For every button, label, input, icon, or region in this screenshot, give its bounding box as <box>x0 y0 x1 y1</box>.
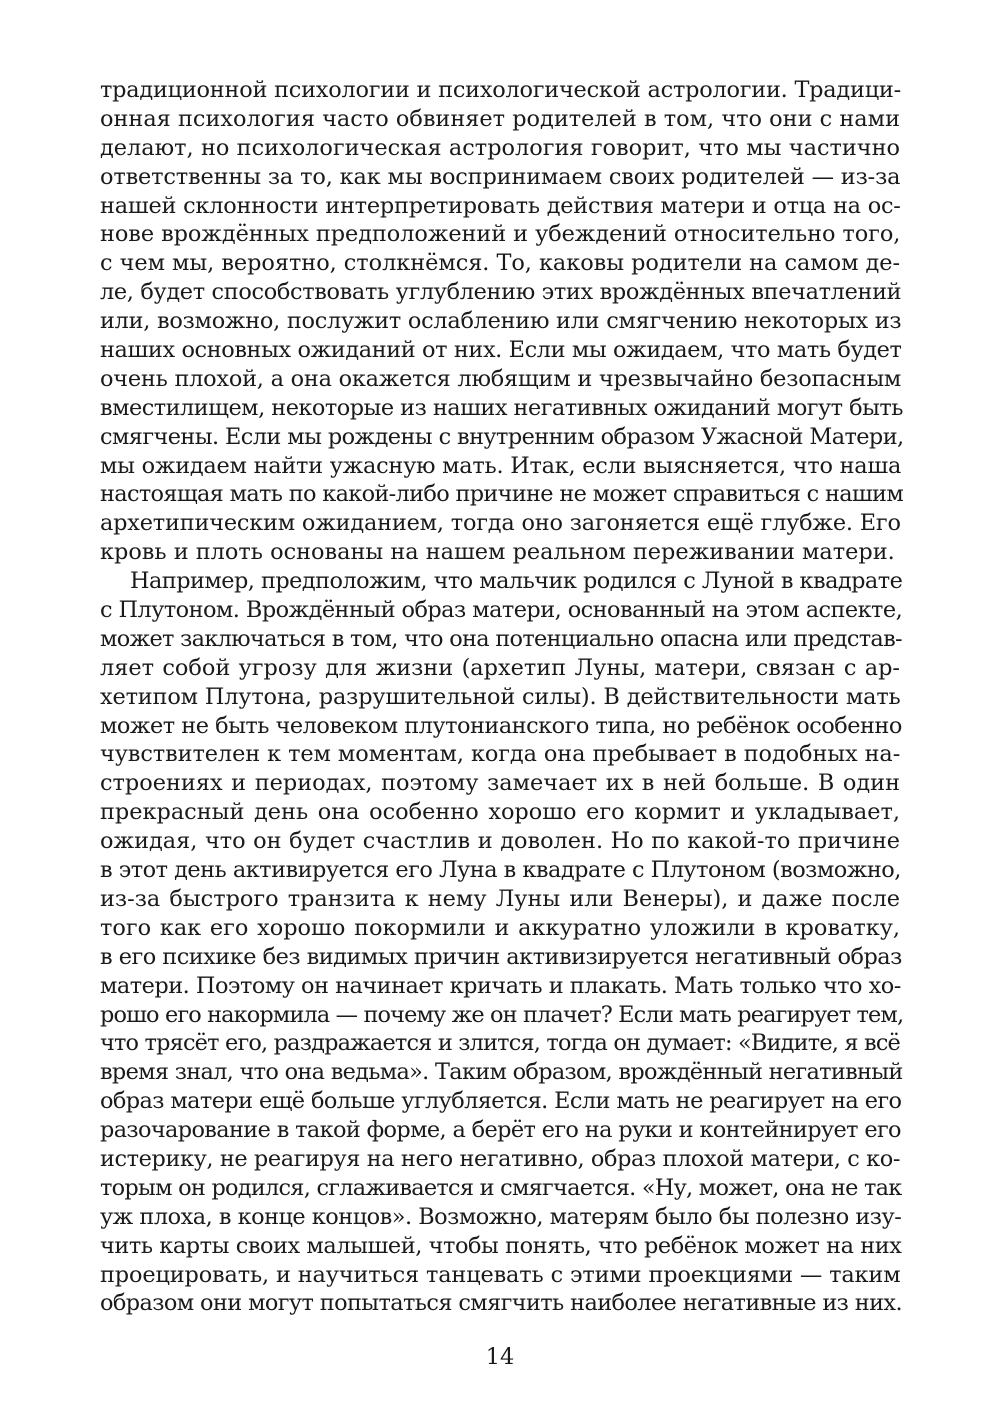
text-line: что трясёт его, раздражается и злится, тогда он думает: «Видите, я всё <box>100 1030 900 1057</box>
text-line: может заключаться в том, что она потенциально опасна или представ- <box>100 625 902 652</box>
text-line: образом они могут попытаться смягчить наиболее негативные из них. <box>100 1290 902 1317</box>
text-line: из-за быстрого транзита к нему Луны или Венеры), и даже после <box>100 885 900 912</box>
text-line: ответственны за то, как мы воспринимаем своих родителей — из-за <box>100 163 901 190</box>
text-line: образ матери ещё больше углубляется. Если мать не реагирует на его <box>100 1088 902 1115</box>
text-line: традиционной психологии и психологической астрологии. Традици- <box>100 77 901 103</box>
text-line: делают, но психологическая астрология говорит, что мы частично <box>100 134 900 161</box>
paragraph <box>100 76 904 567</box>
text-line: ожидая, что он будет счастлив и доволен. Но по какой-то причине <box>100 828 900 855</box>
text-line: с чем мы, вероятно, столкнёмся. То, каковы родители на самом де- <box>100 250 901 277</box>
text-line: нове врождённых предположений и убеждений относительно того, <box>100 221 901 248</box>
text-line: в этот день активируется его Луна в квадрате с Плутоном (возможно, <box>100 857 901 884</box>
text-line: настоящая мать по какой-либо причине не может справиться с нашим <box>100 481 904 508</box>
text-line: матери. Поэтому он начинает кричать и плакать. Мать только что хо- <box>100 972 901 999</box>
paragraph <box>100 567 904 1318</box>
text-line: чить карты своих малышей, чтобы понять, что ребёнок может на них <box>100 1232 902 1259</box>
text-line: онная психология часто обвиняет родителей в том, что они с нами <box>100 105 900 132</box>
text-line: того как его хорошо покормили и аккуратно уложили в кроватку, <box>100 914 900 941</box>
text-line: рошо его накормила — почему же он плачет? Если мать реагирует тем, <box>100 1001 904 1028</box>
text-line: чувствителен к тем моментам, когда она пребывает в подобных на- <box>100 741 901 768</box>
text-line: торым он родился, сглаживается и смягчается. «Ну, может, она не так <box>100 1174 902 1201</box>
text-line: очень плохой, а она окажется любящим и чрезвычайно безопасным <box>100 365 902 392</box>
page-body <box>100 76 904 1318</box>
text-line: строениях и периодах, поэтому замечает их в ней больше. В один <box>100 770 900 797</box>
text-line: разочарование в такой форме, а берёт его на руки и контейнирует его <box>100 1117 901 1144</box>
text-line: прекрасный день она особенно хорошо его кормит и укладывает, <box>100 799 900 826</box>
text-line: хетипом Плутона, разрушительной силы). В действительности мать <box>100 683 901 710</box>
text-line: может не быть человеком плутонианского типа, но ребёнок особенно <box>100 712 902 739</box>
text-line: архетипическим ожиданием, тогда оно загоняется ещё глубже. Его <box>100 510 901 537</box>
text-line: наших основных ожиданий от них. Если мы ожидаем, что мать будет <box>100 337 902 364</box>
text-line: истерику, не реагируя на него негативно, образ плохой матери, с ко- <box>100 1145 901 1172</box>
text-line: кровь и плоть основаны на нашем реальном переживании матери. <box>100 539 895 566</box>
text-line: время знал, что она ведьма». Таким образом, врождённый негативный <box>100 1059 903 1086</box>
text-line: уж плоха, в конце концов». Возможно, матерям было бы полезно изу- <box>100 1203 902 1230</box>
text-line: ле, будет способствовать углублению этих врождённых впечатлений <box>100 279 902 306</box>
page-number: 14 <box>485 1344 515 1370</box>
text-line: смягчены. Если мы рождены с внутренним образом Ужасной Матери, <box>100 423 904 450</box>
text-line: с Плутоном. Врождённый образ матери, основанный на этом аспекте, <box>100 597 903 624</box>
text-line: в его психике без видимых причин активизируется негативный образ <box>100 943 902 970</box>
text-line: вместилищем, некоторые из наших негативных ожиданий могут быть <box>100 394 903 421</box>
text-line: или, возможно, послужит ослаблению или смягчению некоторых из <box>100 308 902 335</box>
text-line: нашей склонности интерпретировать действия матери и отца на ос- <box>100 192 901 219</box>
text-line: мы ожидаем найти ужасную мать. Итак, если выясняется, что наша <box>100 452 902 479</box>
text-line: проецировать, и научиться танцевать с этими проекциями — таким <box>100 1261 901 1288</box>
text-line: Например, предположим, что мальчик родился с Луной в квадрате <box>130 568 903 595</box>
text-line: ляет собой угрозу для жизни (архетип Луны, матери, связан с ар- <box>100 654 900 681</box>
